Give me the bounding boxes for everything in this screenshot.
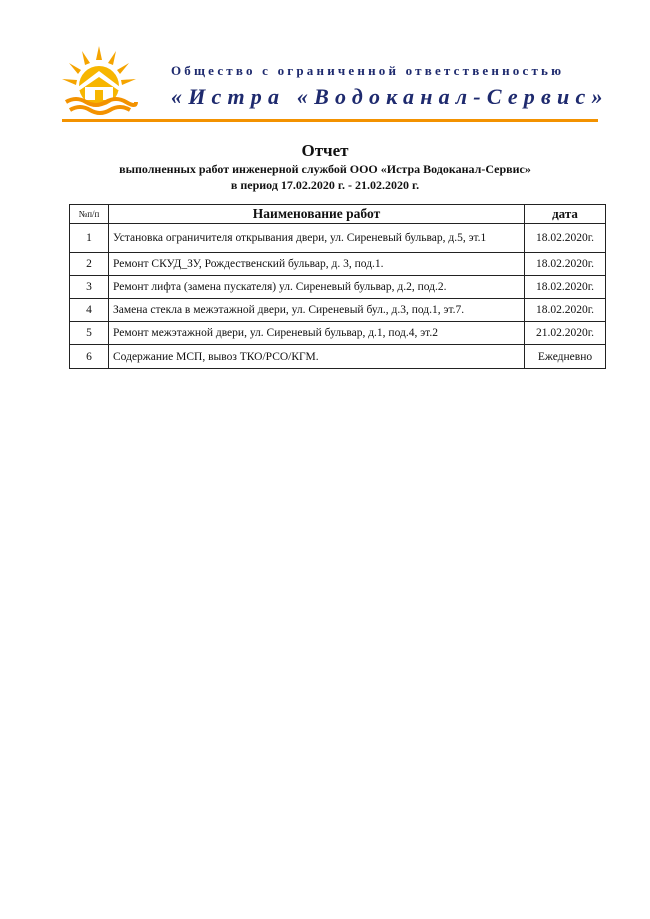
- row-number: 3: [70, 276, 109, 299]
- header-number: №п/п: [70, 205, 109, 224]
- works-table: [69, 204, 606, 369]
- company-legal-form: Общество с ограниченной ответственностью: [171, 63, 565, 78]
- header-date: дата: [525, 205, 606, 224]
- report-subtitle-line1: выполненных работ инженерной службой ООО «Истра Водоканал-Сервис»: [119, 162, 531, 176]
- report-period: в период 17.02.2020 г. - 21.02.2020 г.: [230, 178, 420, 192]
- row-date: 18.02.2020г.: [525, 253, 606, 276]
- row-number: 1: [70, 224, 109, 253]
- row-work-name: Ремонт лифта (замена пускателя) ул. Сиреневый бульвар, д.2, под.2.: [109, 276, 525, 299]
- table-row: [70, 322, 606, 345]
- header-work-name: Наименование работ: [109, 205, 525, 224]
- header-divider: [62, 119, 598, 122]
- table-row: [70, 299, 606, 322]
- row-date: 18.02.2020г.: [525, 299, 606, 322]
- company-name: «Истра «Водоканал-Сервис»: [171, 84, 609, 109]
- table-row: [70, 345, 606, 369]
- row-work-name: Установка ограничителя открывания двери, ул. Сиреневый бульвар, д.5, эт.1: [109, 224, 525, 253]
- row-date: 18.02.2020г.: [525, 276, 606, 299]
- row-date: 21.02.2020г.: [525, 322, 606, 345]
- row-work-name: Замена стекла в межэтажной двери, ул. Сиреневый бул., д.3, под.1, эт.7.: [109, 299, 525, 322]
- table-row: [70, 276, 606, 299]
- table-header-row: [70, 205, 606, 224]
- row-number: 5: [70, 322, 109, 345]
- table-row: [70, 253, 606, 276]
- company-logo-icon: [60, 44, 138, 116]
- table-row: [70, 224, 606, 253]
- row-work-name: Ремонт СКУД_ЗУ, Рождественский бульвар, д. 3, под.1.: [109, 253, 525, 276]
- row-number: 6: [70, 345, 109, 369]
- row-work-name: Содержание МСП, вывоз ТКО/РСО/КГМ.: [109, 345, 525, 369]
- row-number: 4: [70, 299, 109, 322]
- report-title: Отчет: [301, 141, 349, 160]
- row-number: 2: [70, 253, 109, 276]
- row-date: 18.02.2020г.: [525, 224, 606, 253]
- row-work-name: Ремонт межэтажной двери, ул. Сиреневый бульвар, д.1, под.4, эт.2: [109, 322, 525, 345]
- report-subtitle: [0, 161, 650, 193]
- row-date: Ежедневно: [525, 345, 606, 369]
